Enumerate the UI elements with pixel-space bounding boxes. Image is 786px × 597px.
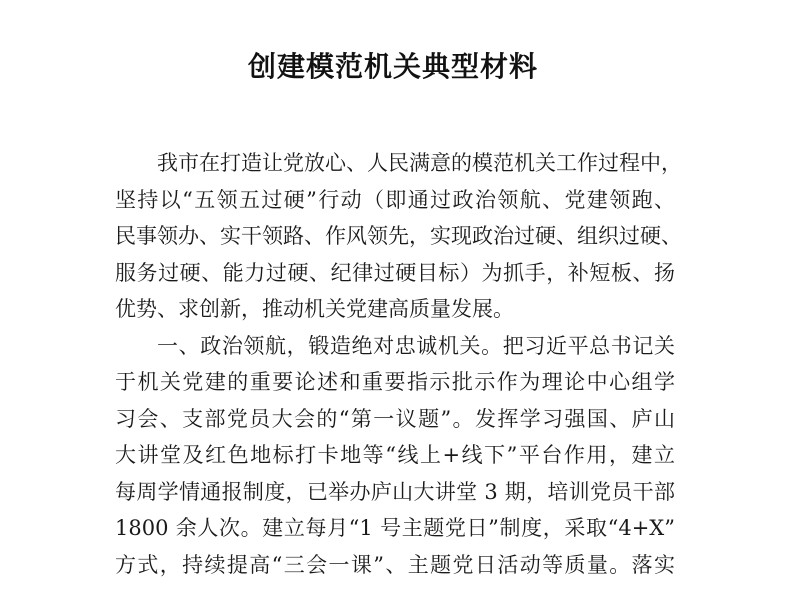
paragraph-section-1	[115, 328, 675, 584]
document-body	[115, 145, 682, 583]
text-line: 于机关党建的重要论述和重要指示批示作为理论中心组学	[115, 370, 675, 394]
text-line: 民事领办、实干领路、作风领先，实现政治过硬、组织过硬、	[115, 224, 682, 248]
paragraph-intro	[115, 145, 682, 328]
text-line: 1800 余人次。建立每月“1 号主题党日”制度，采取“4+X”	[115, 516, 675, 540]
text-line: 习会、支部党员大会的“第一议题”。发挥学习强国、庐山	[115, 406, 675, 431]
text-line: 优势、求创新，推动机关党建高质量发展。	[115, 297, 514, 321]
text-line: 大讲堂及红色地标打卡地等“线上+线下”平台作用，建立	[115, 443, 675, 467]
text-line: 每周学情通报制度，已举办庐山大讲堂 3 期，培训党员干部	[115, 479, 675, 504]
text-line: 坚持以“五领五过硬”行动（即通过政治领航、党建领跑、	[115, 187, 675, 212]
text-line: 我市在打造让党放心、人民满意的模范机关工作过程中，	[157, 151, 682, 175]
page-title: 创建模范机关典型材料	[247, 50, 538, 83]
text-line: 服务过硬、能力过硬、纪律过硬目标）为抓手，补短板、扬	[115, 260, 675, 285]
text-line: 一、政治领航，锻造绝对忠诚机关。把习近平总书记关	[157, 333, 675, 358]
text-line: 方式，持续提高“三会一课”、主题党日活动等质量。落实	[115, 552, 675, 577]
